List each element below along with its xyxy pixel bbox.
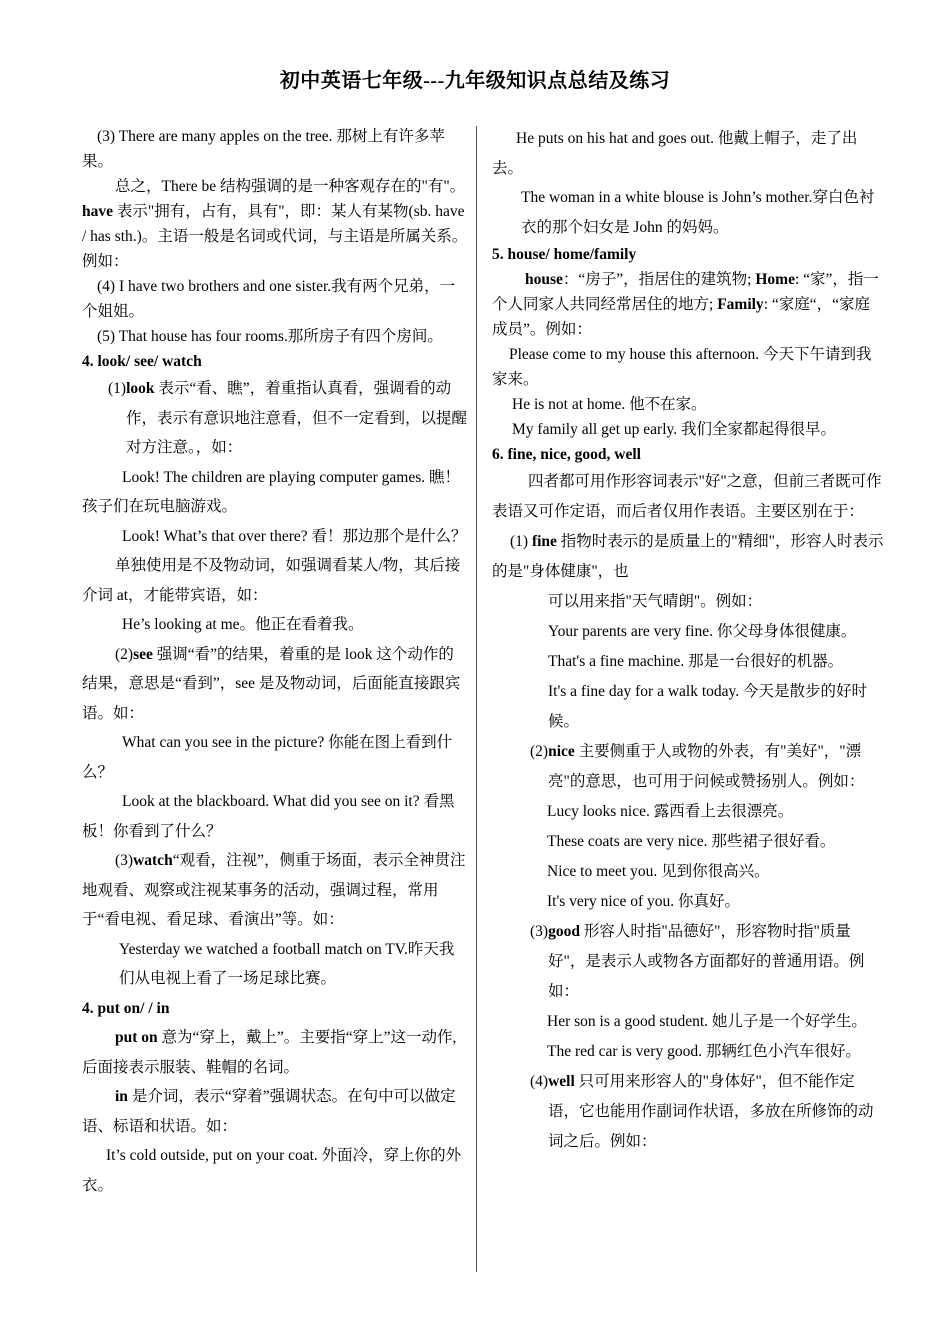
paragraph — [82, 640, 468, 729]
example: Lucy looks nice. 露西看上去很漂亮。 — [547, 803, 794, 820]
text: (2) — [530, 743, 549, 760]
left-column — [82, 124, 468, 1200]
keyword: house — [525, 271, 563, 288]
example: Your parents are very fine. 你父母身体很健康。 — [548, 623, 857, 640]
text: 是介词，表示“穿着”强调状态。在句中可以做定语、标语和状语。如： — [82, 1088, 456, 1135]
keyword: fine — [531, 533, 557, 550]
section-heading: 4. put on/ / in — [82, 999, 170, 1017]
example: These coats are very nice. 那些裙子很好看。 — [547, 833, 836, 850]
text: 意为“穿上，戴上”。主要指“穿上”这一动作, 后面接表示服装、鞋帽的名词。 — [82, 1029, 457, 1076]
text: (2) — [115, 645, 134, 663]
text: 表示"拥有，占有，具有"，即：某人有某物(sb. have / has sth.)。主语一般是名词或代词，与主语是所属关系。例如： — [82, 203, 468, 270]
paragraph — [492, 737, 884, 797]
text: : “家庭“，“家庭成员”。例如： — [492, 296, 871, 338]
example: Look! What’s that over there? 看！那边那个是什么？ — [122, 527, 467, 545]
keyword: put on — [115, 1029, 158, 1046]
section-heading: 4. look/ see/ watch — [82, 353, 202, 370]
example: The woman in a white blouse is John’s mother.穿白色衬衣的那个妇女是 John 的妈妈。 — [521, 189, 875, 236]
keyword: look — [126, 380, 155, 397]
text: 总之，There be 结构强调的是一种客观存在的"有"。 — [115, 178, 466, 195]
example: Yesterday we watched a football match on TV.昨天我们从电视上看了一场足球比赛。 — [119, 940, 455, 987]
keyword: in — [115, 1088, 128, 1105]
example: Look! The children are playing computer games. 瞧！孩子们在玩电脑游戏。 — [82, 468, 461, 515]
text: 强调“看”的结果，着重的是 look 这个动作的结果，意思是“看到”，see 是及物动词，后面能直接跟宾语。如： — [82, 645, 461, 722]
example: Nice to meet you. 见到你很高兴。 — [547, 863, 770, 880]
example: My family all get up early. 我们全家都起得很早。 — [512, 421, 837, 438]
keyword: nice — [548, 743, 575, 760]
section-heading: 6. fine, nice, good, well — [492, 446, 641, 463]
right-column — [492, 124, 884, 1157]
example: That's a fine machine. 那是一台很好的机器。 — [548, 653, 844, 670]
example: Look at the blackboard. What did you see on it? 看黑板！你看到了什么？ — [82, 793, 455, 840]
example: Please come to my house this afternoon. 今天下午请到我家来。 — [492, 346, 872, 388]
keyword: watch — [133, 852, 173, 869]
text: 形容人时指"品德好"，形容物时指"质量好"，是表示人或物各方面都好的普通用语。例如： — [548, 923, 865, 1000]
paragraph: (5) That house has four rooms.那所房子有四个房间。 — [97, 328, 443, 345]
example: Her son is a good student. 她儿子是一个好学生。 — [547, 1013, 867, 1030]
keyword: Home — [755, 271, 795, 288]
text: 指物时表示的是质量上的"精细"，形容人时表示的是"身体健康"，也 — [492, 533, 884, 580]
text: ：“房子”，指居住的建筑物; — [562, 271, 756, 288]
keyword: well — [548, 1073, 575, 1090]
example: It’s cold outside, put on your coat. 外面冷，穿上你的外衣。 — [82, 1147, 462, 1194]
example: What can you see in the picture? 你能在图上看到什么？ — [82, 734, 453, 781]
example: It's very nice of you. 你真好。 — [547, 893, 741, 910]
text: (4) — [530, 1073, 549, 1090]
keyword: see — [133, 645, 153, 663]
paragraph — [492, 917, 884, 1007]
paragraph — [82, 1023, 468, 1082]
paragraph — [492, 267, 884, 342]
paragraph: 可以用来指"天气晴朗"。例如： — [548, 593, 763, 610]
paragraph: (4) I have two brothers and one sister.我有两个兄弟，一个姐姐。 — [82, 278, 456, 320]
paragraph: (3) There are many apples on the tree. 那树上有许多苹果。 — [82, 128, 445, 170]
paragraph: 四者都可用作形容词表示"好"之意，但前三者既可作表语又可作定语，而后者仅用作表语。主要区别在于： — [492, 473, 882, 520]
example: The red car is very good. 那辆红色小汽车很好。 — [547, 1043, 861, 1060]
column-divider — [476, 126, 477, 1272]
paragraph — [492, 1067, 884, 1157]
section-heading: 5. house/ home/family — [492, 246, 637, 263]
example: He puts on his hat and goes out. 他戴上帽子，走了出去。 — [492, 130, 858, 177]
keyword: good — [548, 923, 580, 940]
paragraph — [82, 1082, 468, 1141]
text: (3) — [530, 923, 549, 940]
text: (1) — [510, 533, 532, 550]
paragraph — [82, 174, 468, 274]
text: (1) — [108, 380, 127, 397]
example: It's a fine day for a walk today. 今天是散步的好时候。 — [548, 683, 868, 730]
example: He’s looking at me。他正在看着我。 — [122, 616, 364, 633]
example: He is not at home. 他不在家。 — [512, 396, 707, 413]
text: 只可用来形容人的"身体好"，但不能作定语，它也能用作副词作状语，多放在所修饰的动词之后。例如： — [548, 1073, 874, 1150]
text: 表示“看、瞧”，着重指认真看，强调看的动作，表示有意识地注意看，但不一定看到，以提醒对方注意。，如： — [126, 380, 468, 456]
paragraph: 单独使用是不及物动词，如强调看某人/物，其后接介词 at，才能带宾语，如： — [82, 557, 461, 604]
keyword: Family — [717, 296, 764, 313]
page-title: 初中英语七年级---九年级知识点总结及练习 — [279, 70, 671, 92]
text: 主要侧重于人或物的外表，有"美好"，"漂亮"的意思，也可用于问候或赞扬别人。例如： — [548, 743, 865, 790]
paragraph — [492, 527, 884, 587]
text: “观看，注视”，侧重于场面，表示全神贯注地观看、观察或注视某事务的活动，强调过程，常用于“看电视、看足球、看演出”等。如： — [82, 852, 466, 928]
keyword: have — [82, 203, 113, 220]
text: : “家”，指一个人同家人共同经常居住的地方; — [492, 271, 879, 313]
paragraph — [82, 846, 468, 935]
paragraph — [82, 374, 468, 463]
text: (3) — [115, 852, 134, 869]
